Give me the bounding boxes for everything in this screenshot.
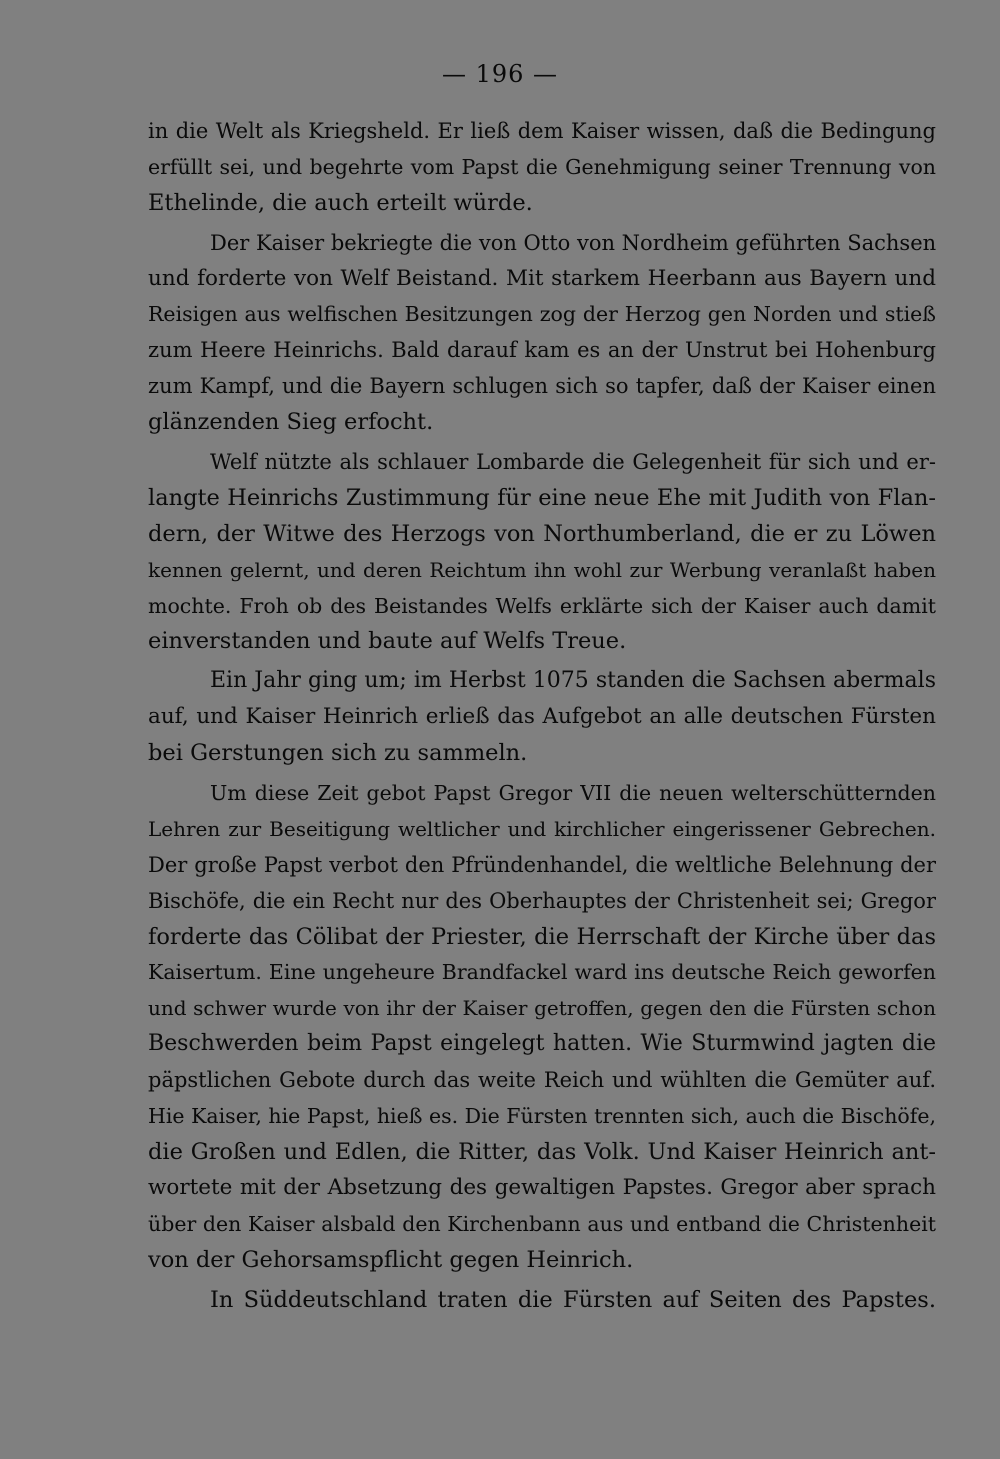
text-line: langte Heinrichs Zustimmung für eine neue Ehe mit Judith von Flan-: [148, 484, 936, 511]
text-line: glänzenden Sieg erfocht.: [148, 409, 434, 436]
text-line: Welf nützte als schlauer Lombarde die Gelegenheit für sich und er-: [210, 450, 936, 475]
text-line: Um diese Zeit gebot Papst Gregor VII die neuen welterschütternden: [210, 781, 936, 806]
text-line: und forderte von Welf Beistand. Mit starkem Heerbann aus Bayern und: [148, 265, 936, 291]
paragraph: [148, 775, 936, 1277]
text-line: Bischöfe, die ein Recht nur des Oberhauptes der Christenheit sei; Gregor: [148, 888, 936, 913]
text-line: Lehren zur Beseitigung weltlicher und kirchlicher eingerissener Gebrechen.: [148, 816, 936, 841]
text-line: von der Gehorsamspflicht gegen Heinrich.: [148, 1246, 634, 1273]
text-line: dern, der Witwe des Herzogs von Northumberland, die er zu Löwen: [148, 520, 936, 547]
text-line: Ethelinde, die auch erteilt würde.: [148, 189, 533, 216]
text-line: erfüllt sei, und begehrte vom Papst die Genehmigung seiner Trennung von: [148, 154, 936, 179]
text-line: in die Welt als Kriegsheld. Er ließ dem Kaiser wissen, daß die Bedingung: [148, 119, 936, 143]
text-line: Reisigen aus welfischen Besitzungen zog der Herzog gen Norden und stieß: [148, 302, 936, 327]
text-line: und schwer wurde von ihr der Kaiser getroffen, gegen den die Fürsten schon: [148, 996, 936, 1021]
text-line: mochte. Froh ob des Beistandes Welfs erklärte sich der Kaiser auch damit: [148, 593, 936, 618]
paragraph: [148, 113, 936, 221]
text-line: kennen gelernt, und deren Reichtum ihn wohl zur Werbung veranlaßt haben: [148, 557, 936, 582]
text-line: In Süddeutschland traten die Fürsten auf Seiten des Papstes.: [210, 1286, 936, 1313]
text-line: wortete mit der Absetzung des gewaltigen Papstes. Gregor aber sprach: [148, 1174, 936, 1200]
text-line: einverstanden und baute auf Welfs Treue.: [148, 628, 627, 655]
paragraph: [148, 444, 936, 659]
text-line: Der große Papst verbot den Pfründenhandel, die weltliche Belehnung der: [148, 852, 936, 877]
text-line: zum Heere Heinrichs. Bald darauf kam es an der Unstrut bei Hohenburg: [148, 338, 936, 363]
text-line: Beschwerden beim Papst eingelegt hatten. Wie Sturmwind jagten die: [148, 1031, 936, 1057]
paragraph: [148, 1282, 936, 1318]
body-text: [148, 113, 936, 1321]
paragraph: [148, 663, 936, 771]
text-line: Kaisertum. Eine ungeheure Brandfackel ward ins deutsche Reich geworfen: [148, 960, 936, 985]
page-number: — 196 —: [441, 60, 559, 88]
text-line: Der Kaiser bekriegte die von Otto von Nordheim geführten Sachsen: [210, 230, 936, 255]
text-line: die Großen und Edlen, die Ritter, das Volk. Und Kaiser Heinrich ant-: [148, 1138, 936, 1165]
text-line: über den Kaiser alsbald den Kirchenbann aus und entband die Christenheit: [148, 1211, 936, 1236]
paragraph: [148, 225, 936, 440]
text-line: zum Kampf, und die Bayern schlugen sich so tapfer, daß der Kaiser einen: [148, 374, 936, 399]
text-line: Ein Jahr ging um; im Herbst 1075 standen die Sachsen abermals: [210, 668, 936, 694]
text-line: auf, und Kaiser Heinrich erließ das Aufgebot an alle deutschen Fürsten: [148, 704, 936, 730]
text-line: päpstlichen Gebote durch das weite Reich und wühlten die Gemüter auf.: [148, 1068, 936, 1093]
text-line: forderte das Cölibat der Priester, die Herrschaft der Kirche über das: [148, 923, 936, 950]
text-line: bei Gerstungen sich zu sammeln.: [148, 740, 528, 767]
text-line: Hie Kaiser, hie Papst, hieß es. Die Fürsten trennten sich, auch die Bischöfe,: [148, 1104, 936, 1129]
